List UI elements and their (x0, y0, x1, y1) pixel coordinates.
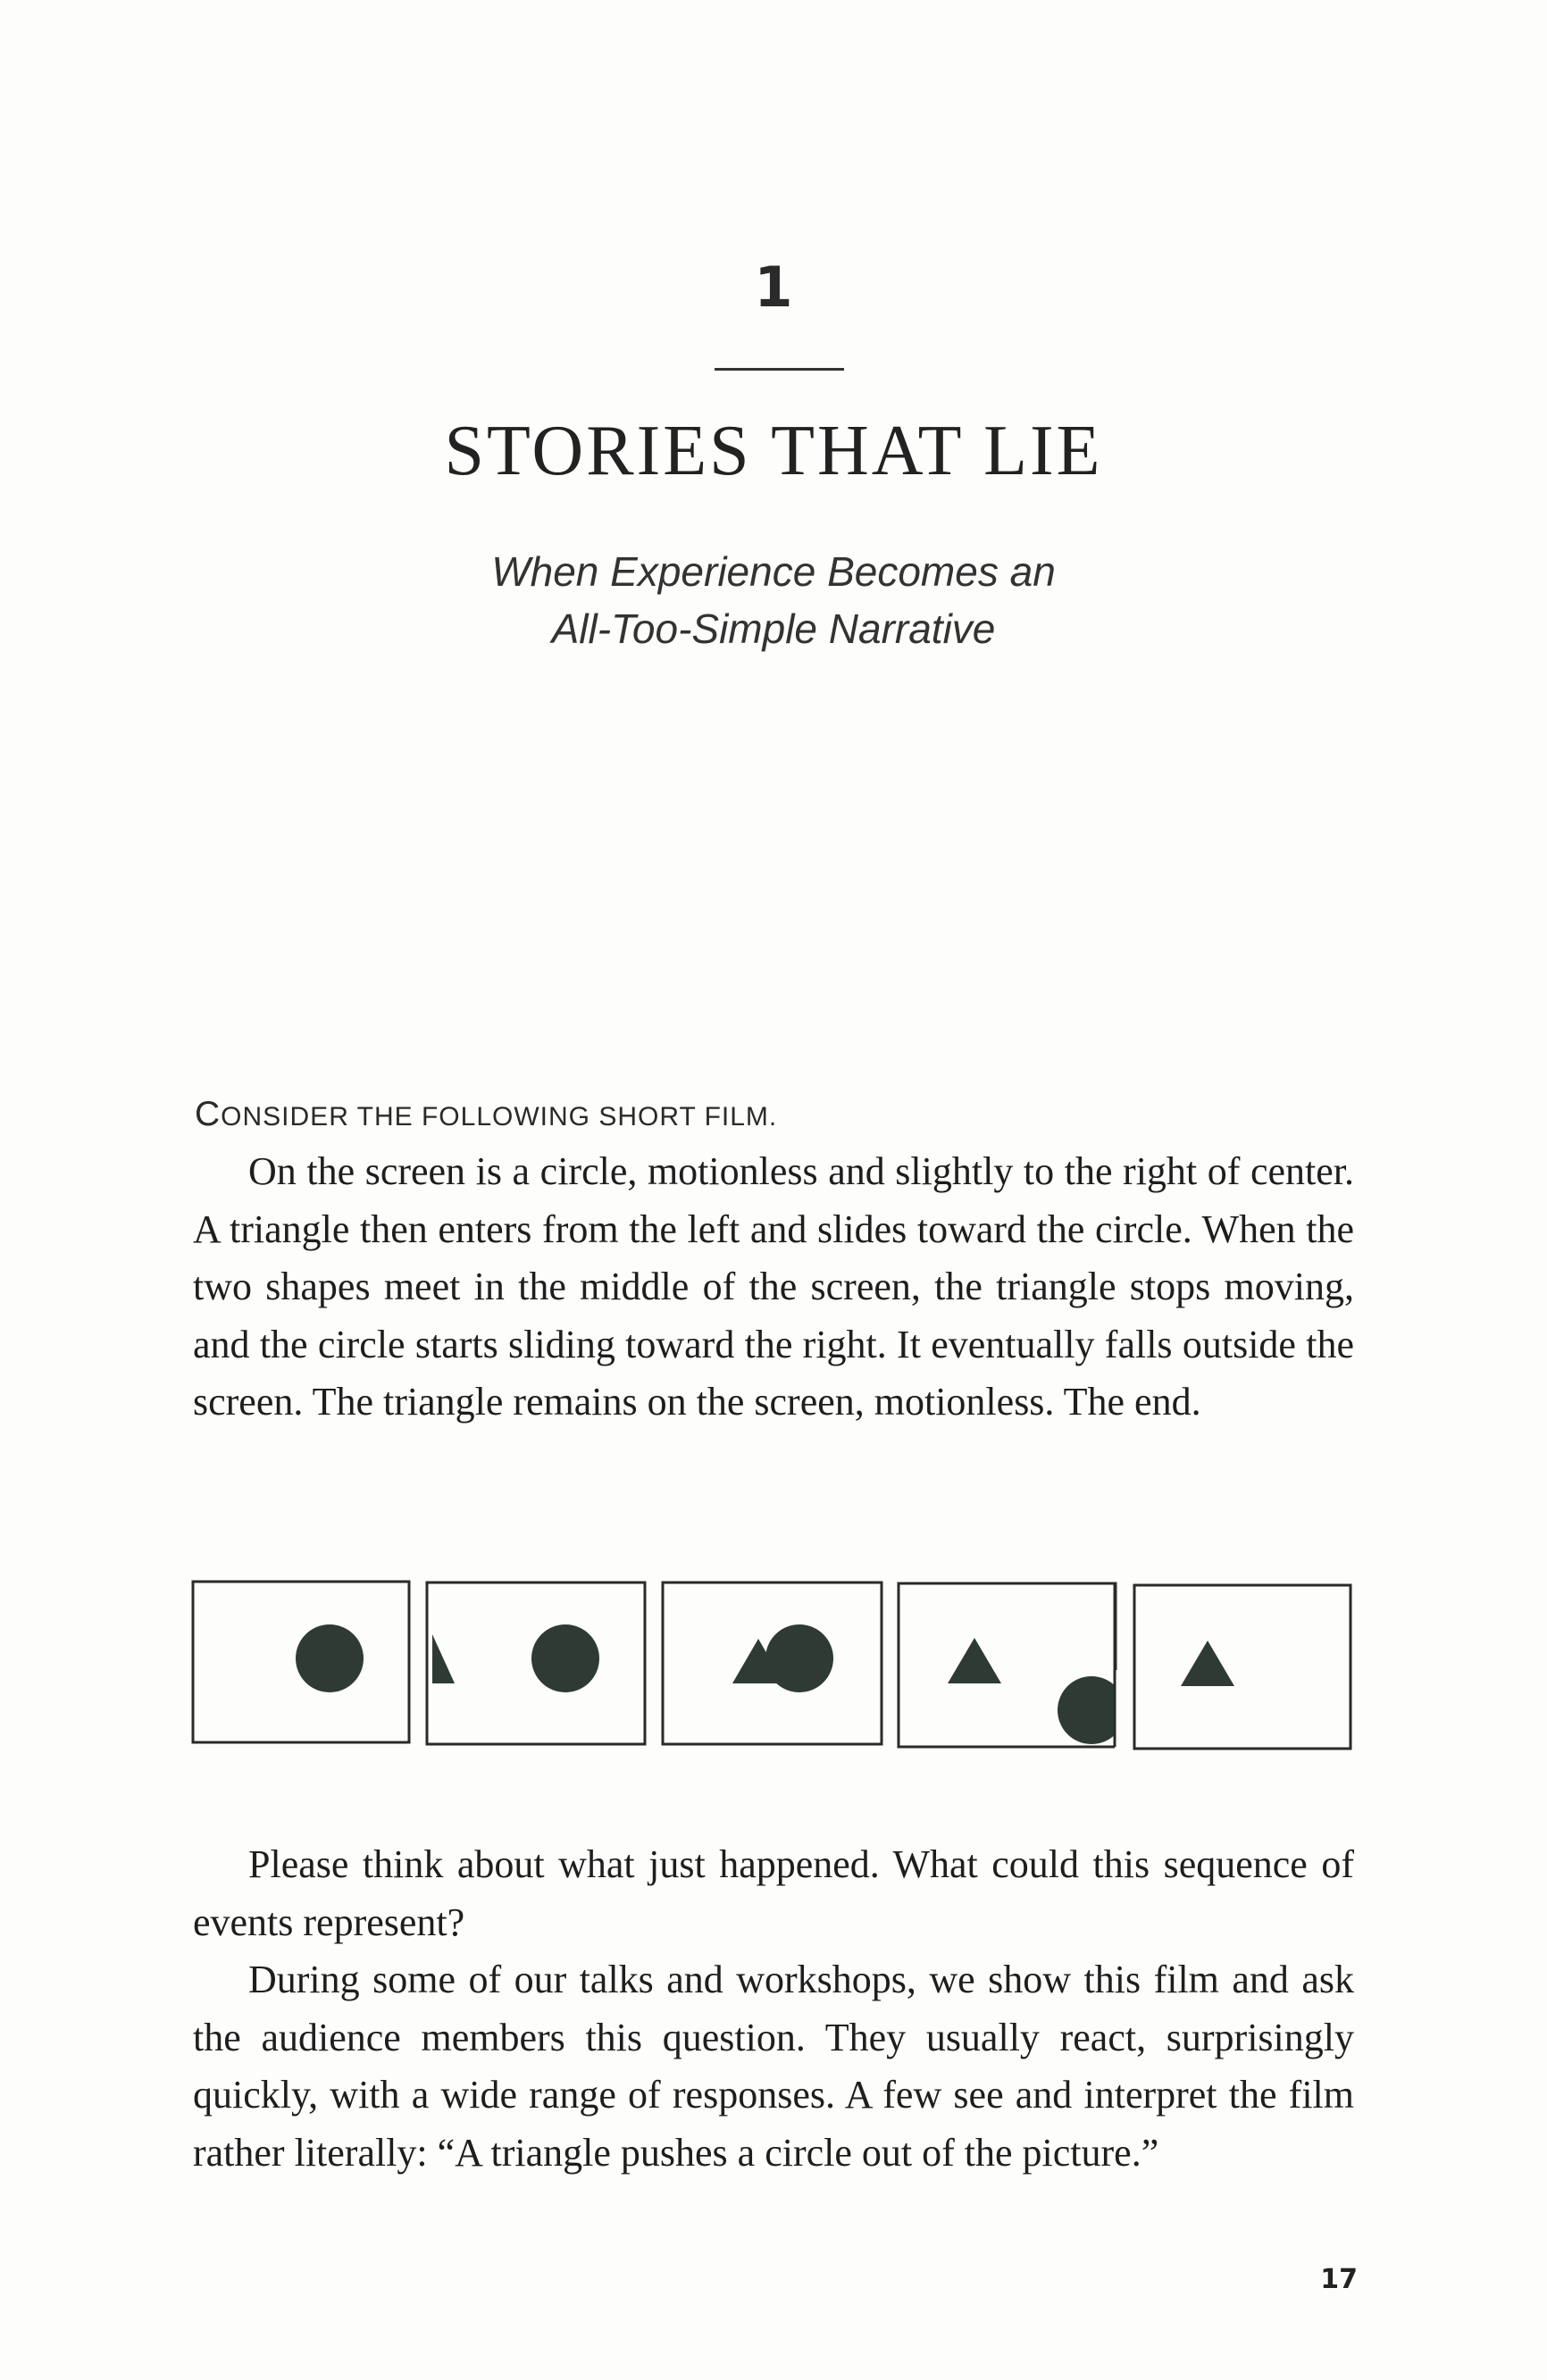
paragraph-question: Please think about what just happened. What could this sequence of events represent? (193, 1842, 1354, 1944)
triangle-shape (1181, 1641, 1234, 1686)
circle-shape (531, 1624, 599, 1692)
film-frame-3 (663, 1582, 882, 1744)
circle-shape (765, 1624, 833, 1692)
frame-edge-mask (1115, 1670, 1133, 1750)
paragraph-audience: During some of our talks and workshops, we show this film and ask the audience members this question. They usually react, surprisingly quickly, with a wide range of responses. A few see and interpret the film rather literally: “A triangle pushes a circle out of the picture.” (193, 1958, 1354, 2175)
triangle-shape (432, 1634, 455, 1683)
lead-in-initial: C (195, 1095, 222, 1133)
film-frame-5 (1134, 1585, 1350, 1749)
subtitle-line-1: When Experience Becomes an (491, 548, 1056, 595)
lead-in-text: ONSIDER THE FOLLOWING SHORT FILM. (221, 1102, 778, 1132)
film-frame-2 (427, 1582, 645, 1744)
circle-shape (296, 1624, 364, 1692)
page-number: 17 (1320, 2264, 1358, 2295)
chapter-title: STORIES THAT LIE (444, 412, 1103, 490)
chapter-number: 1 (754, 255, 793, 320)
triangle-shape (948, 1638, 1001, 1683)
frame-border (1134, 1585, 1350, 1749)
film-frame-1 (193, 1582, 409, 1742)
subtitle-line-2: All-Too-Simple Narrative (551, 605, 996, 652)
paragraph-film-description: On the screen is a circle, motionless and slightly to the right of center. A triangle then enters from the left and slides toward the circle. When the two shapes meet in the middle of the screen, the triangle stops moving, and the circle starts sliding toward the right. It eventually falls outside the screen. The triangle remains on the screen, motionless. The end. (193, 1149, 1354, 1424)
film-frame-4 (899, 1583, 1133, 1750)
